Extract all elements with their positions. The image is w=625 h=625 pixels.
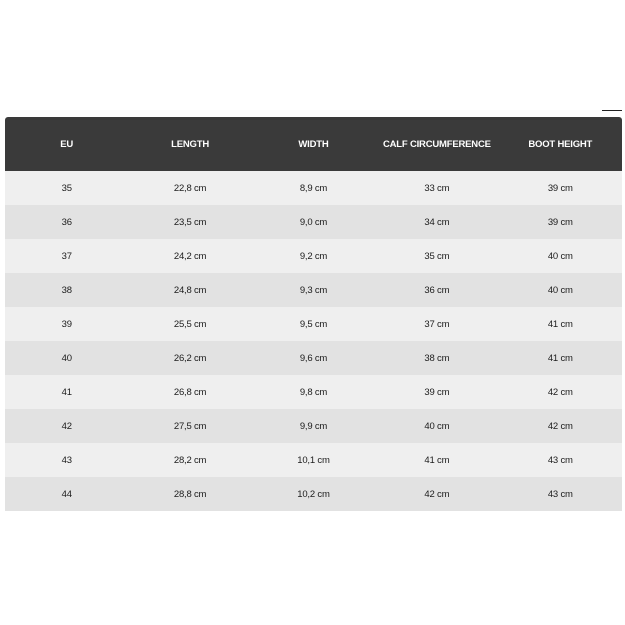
header-boot-height: BOOT HEIGHT (528, 138, 593, 150)
cell-width: 9,2 cm (299, 250, 328, 262)
cell-calf-circumference: 34 cm (424, 216, 450, 228)
cell-boot-height: 40 cm (547, 284, 573, 296)
cell-length: 24,8 cm (173, 284, 207, 296)
cell-boot-height: 41 cm (547, 352, 573, 364)
header-calf-circumference: CALF CIRCUMFERENCE (382, 138, 491, 150)
cell-width: 10,1 cm (297, 454, 330, 466)
cell-eu-size: 39 (61, 318, 72, 330)
table-row (5, 477, 622, 511)
header-eu: EU (60, 138, 74, 150)
cell-width: 9,6 cm (299, 352, 328, 364)
size-chart-table (5, 117, 622, 511)
cell-calf-circumference: 41 cm (424, 454, 450, 466)
table-header (5, 117, 622, 171)
cell-calf-circumference: 36 cm (424, 284, 450, 296)
divider-line (602, 110, 622, 111)
table-row (5, 205, 622, 239)
cell-width: 10,2 cm (297, 488, 330, 500)
table-body (5, 171, 622, 511)
cell-width: 9,9 cm (299, 420, 328, 432)
cell-boot-height: 42 cm (547, 420, 573, 432)
cell-eu-size: 41 (61, 386, 72, 398)
table-row (5, 273, 622, 307)
header-row (5, 117, 622, 171)
cell-eu-size: 35 (61, 182, 72, 194)
cell-eu-size: 36 (61, 216, 72, 228)
table-row (5, 171, 622, 205)
cell-calf-circumference: 40 cm (424, 420, 450, 432)
cell-calf-circumference: 39 cm (424, 386, 450, 398)
cell-width: 9,8 cm (299, 386, 328, 398)
table-row (5, 375, 622, 409)
cell-eu-size: 37 (61, 250, 72, 262)
cell-boot-height: 40 cm (547, 250, 573, 262)
cell-boot-height: 42 cm (547, 386, 573, 398)
cell-boot-height: 41 cm (547, 318, 573, 330)
cell-calf-circumference: 33 cm (424, 182, 450, 194)
cell-width: 9,3 cm (299, 284, 328, 296)
table-row (5, 307, 622, 341)
header-width: WIDTH (298, 138, 329, 150)
header-length: LENGTH (171, 138, 210, 150)
cell-length: 22,8 cm (173, 182, 207, 194)
cell-boot-height: 39 cm (547, 182, 573, 194)
cell-length: 28,8 cm (173, 488, 207, 500)
cell-boot-height: 43 cm (547, 454, 573, 466)
cell-width: 8,9 cm (299, 182, 328, 194)
cell-length: 28,2 cm (173, 454, 207, 466)
cell-length: 26,2 cm (173, 352, 207, 364)
cell-eu-size: 44 (61, 488, 72, 500)
cell-boot-height: 39 cm (547, 216, 573, 228)
table-row (5, 443, 622, 477)
cell-eu-size: 43 (61, 454, 72, 466)
table-row (5, 409, 622, 443)
cell-width: 9,0 cm (299, 216, 328, 228)
cell-calf-circumference: 35 cm (424, 250, 450, 262)
cell-length: 23,5 cm (173, 216, 207, 228)
cell-calf-circumference: 37 cm (424, 318, 450, 330)
cell-eu-size: 38 (61, 284, 72, 296)
cell-length: 24,2 cm (173, 250, 207, 262)
cell-eu-size: 42 (61, 420, 72, 432)
cell-calf-circumference: 42 cm (424, 488, 450, 500)
cell-width: 9,5 cm (299, 318, 328, 330)
cell-calf-circumference: 38 cm (424, 352, 450, 364)
cell-length: 26,8 cm (173, 386, 207, 398)
cell-length: 25,5 cm (173, 318, 207, 330)
table-row (5, 341, 622, 375)
table-row (5, 239, 622, 273)
cell-boot-height: 43 cm (547, 488, 573, 500)
cell-length: 27,5 cm (173, 420, 207, 432)
cell-eu-size: 40 (61, 352, 72, 364)
